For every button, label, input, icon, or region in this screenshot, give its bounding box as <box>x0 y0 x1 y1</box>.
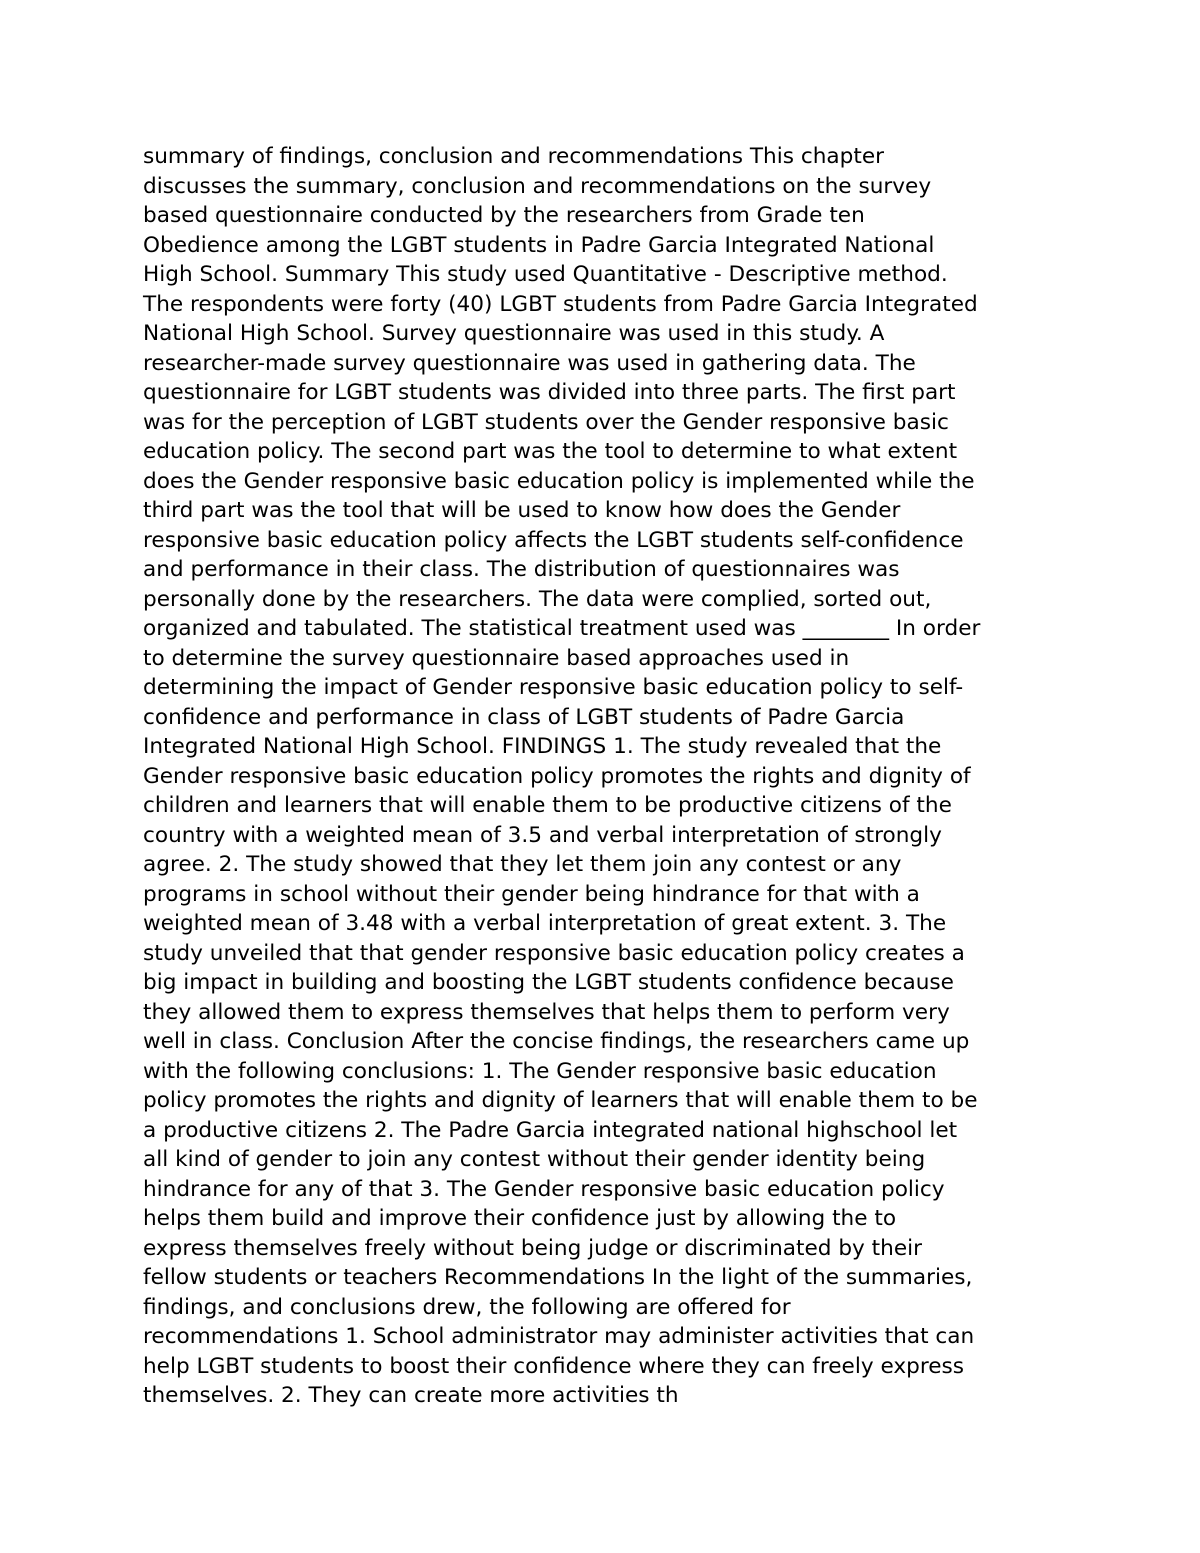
text-line: findings, and conclusions drew, the following are offered for <box>143 1294 791 1320</box>
text-line: themselves. 2. They can create more activities th <box>143 1383 679 1408</box>
text-line: programs in school without their gender being hindrance for that with a <box>143 881 920 907</box>
text-line: children and learners that will enable them to be productive citizens of the <box>143 793 952 818</box>
text-line: The respondents were forty (40) LGBT students from Padre Garcia Integrated <box>143 291 978 317</box>
text-line: Obedience among the LGBT students in Padre Garcia Integrated National <box>143 232 935 258</box>
text-line: responsive basic education policy affects the LGBT students self-confidence <box>143 527 964 553</box>
text-line: and performance in their class. The distribution of questionnaires was <box>143 557 900 582</box>
text-line: study unveiled that that gender responsive basic education policy creates a <box>143 940 965 966</box>
text-line: education policy. The second part was the tool to determine to what extent <box>143 439 958 464</box>
text-line: with the following conclusions: 1. The Gender responsive basic education <box>143 1058 937 1084</box>
text-line: does the Gender responsive basic education policy is implemented while the <box>143 468 975 494</box>
text-line: recommendations 1. School administrator may administer activities that can <box>143 1324 975 1349</box>
text-line: discusses the summary, conclusion and recommendations on the survey <box>143 173 932 199</box>
text-line: policy promotes the rights and dignity of learners that will enable them to be <box>143 1088 978 1113</box>
text-line: personally done by the researchers. The data were complied, sorted out, <box>143 586 932 612</box>
text-line: weighted mean of 3.48 with a verbal interpretation of great extent. 3. The <box>143 911 947 936</box>
text-line: a productive citizens 2. The Padre Garcia integrated national highschool let <box>143 1117 958 1143</box>
text-line: determining the impact of Gender responsive basic education policy to self- <box>143 675 964 700</box>
text-line: all kind of gender to join any contest without their gender identity being <box>143 1147 926 1172</box>
text-line: express themselves freely without being judge or discriminated by their <box>143 1235 922 1261</box>
text-line: big impact in building and boosting the LGBT students confidence because <box>143 970 954 995</box>
text-line: confidence and performance in class of LGBT students of Padre Garcia <box>143 704 905 730</box>
text-line: helps them build and improve their confidence just by allowing the to <box>143 1206 897 1231</box>
text-line: based questionnaire conducted by the researchers from Grade ten <box>143 203 865 228</box>
text-line: well in class. Conclusion After the concise findings, the researchers came up <box>143 1029 970 1054</box>
text-line: fellow students or teachers Recommendations In the light of the summaries, <box>143 1265 973 1290</box>
text-line: researcher-made survey questionnaire was used in gathering data. The <box>143 350 916 376</box>
text-line: organized and tabulated. The statistical treatment used was ________ In order <box>143 616 981 641</box>
text-line: questionnaire for LGBT students was divided into three parts. The first part <box>143 380 956 405</box>
body-text <box>143 142 1063 1411</box>
text-line: National High School. Survey questionnaire was used in this study. A <box>143 321 885 346</box>
text-line: help LGBT students to boost their confidence where they can freely express <box>143 1353 965 1379</box>
text-line: hindrance for any of that 3. The Gender responsive basic education policy <box>143 1176 945 1202</box>
text-line: High School. Summary This study used Quantitative - Descriptive method. <box>143 262 948 287</box>
text-line: was for the perception of LGBT students over the Gender responsive basic <box>143 409 949 435</box>
text-line: Gender responsive basic education policy promotes the rights and dignity of <box>143 763 971 789</box>
text-line: Integrated National High School. FINDINGS 1. The study revealed that the <box>143 734 942 759</box>
text-line: third part was the tool that will be used to know how does the Gender <box>143 498 901 523</box>
text-line: agree. 2. The study showed that they let them join any contest or any <box>143 852 902 877</box>
text-line: summary of findings, conclusion and recommendations This chapter <box>143 144 884 169</box>
text-line: to determine the survey questionnaire based approaches used in <box>143 645 850 671</box>
text-line: they allowed them to express themselves that helps them to perform very <box>143 999 950 1025</box>
text-line: country with a weighted mean of 3.5 and verbal interpretation of strongly <box>143 822 942 848</box>
